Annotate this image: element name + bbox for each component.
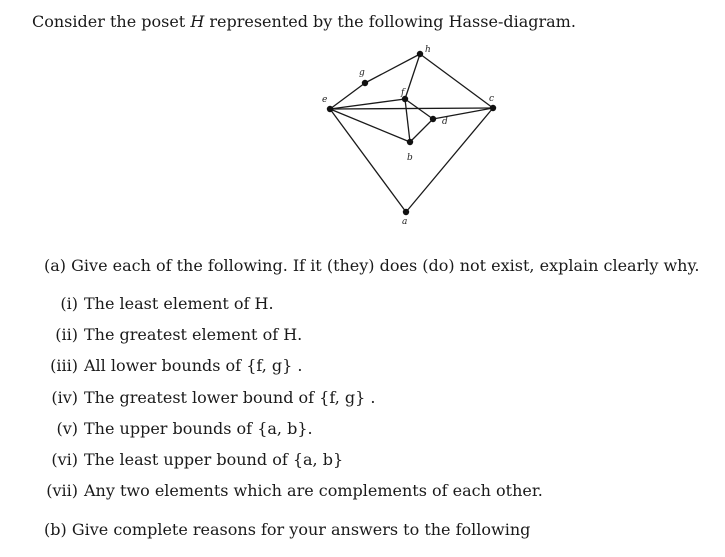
- question-item: [42, 450, 343, 470]
- question-item: [42, 419, 313, 439]
- question-item: [42, 294, 274, 314]
- item-text: The greatest element of H.: [84, 325, 303, 344]
- item-number: (vi): [51, 450, 78, 469]
- part-a: [44, 256, 699, 276]
- hasse-edge: [420, 54, 493, 108]
- hasse-diagram: [300, 40, 520, 230]
- hasse-edge: [406, 108, 493, 212]
- hasse-label-h: h: [425, 45, 431, 55]
- hasse-node-d: [430, 116, 436, 122]
- poset-symbol: H: [190, 12, 205, 31]
- hasse-edge: [405, 99, 410, 142]
- item-number: (ii): [55, 325, 78, 344]
- hasse-label-c: c: [489, 94, 495, 104]
- question-item: [42, 356, 302, 376]
- part-b-text: Give complete reasons for your answers to the following: [71, 520, 531, 539]
- intro-text-before: Consider the poset: [32, 12, 191, 31]
- item-text: The greatest lower bound of {f, g} .: [84, 388, 376, 407]
- hasse-node-g: [362, 80, 368, 86]
- part-a-label: (a): [44, 256, 67, 275]
- part-b-label: (b): [44, 520, 67, 539]
- hasse-label-e: e: [322, 95, 328, 105]
- item-number: (iv): [51, 388, 78, 407]
- hasse-label-d: d: [442, 117, 448, 127]
- item-number: (iii): [50, 356, 78, 375]
- hasse-node-h: [417, 51, 423, 57]
- hasse-node-e: [327, 106, 333, 112]
- item-text: The upper bounds of {a, b}.: [84, 419, 313, 438]
- hasse-edge: [330, 108, 493, 109]
- hasse-label-a: a: [402, 217, 408, 227]
- intro-text-after: represented by the following Hasse-diagram.: [204, 12, 576, 31]
- item-number: (i): [60, 294, 78, 313]
- item-text: The least element of H.: [84, 294, 274, 313]
- item-number: (vii): [46, 481, 78, 500]
- question-item: [42, 388, 375, 408]
- item-text: Any two elements which are complements of each other.: [84, 481, 543, 500]
- part-b: [44, 520, 530, 540]
- intro-text: [32, 12, 576, 32]
- question-item: [42, 325, 302, 345]
- hasse-edge: [410, 119, 433, 142]
- hasse-node-c: [490, 105, 496, 111]
- hasse-node-a: [403, 209, 409, 215]
- question-item: [42, 481, 543, 501]
- hasse-label-f: f: [401, 88, 405, 98]
- part-a-text: Give each of the following. If it (they) does (do) not exist, explain clearly why.: [71, 256, 700, 275]
- item-number: (v): [56, 419, 78, 438]
- hasse-label-g: g: [359, 68, 365, 78]
- hasse-label-b: b: [407, 153, 413, 163]
- hasse-node-b: [407, 139, 413, 145]
- item-text: All lower bounds of {f, g} .: [84, 356, 303, 375]
- item-text: The least upper bound of {a, b}: [84, 450, 344, 469]
